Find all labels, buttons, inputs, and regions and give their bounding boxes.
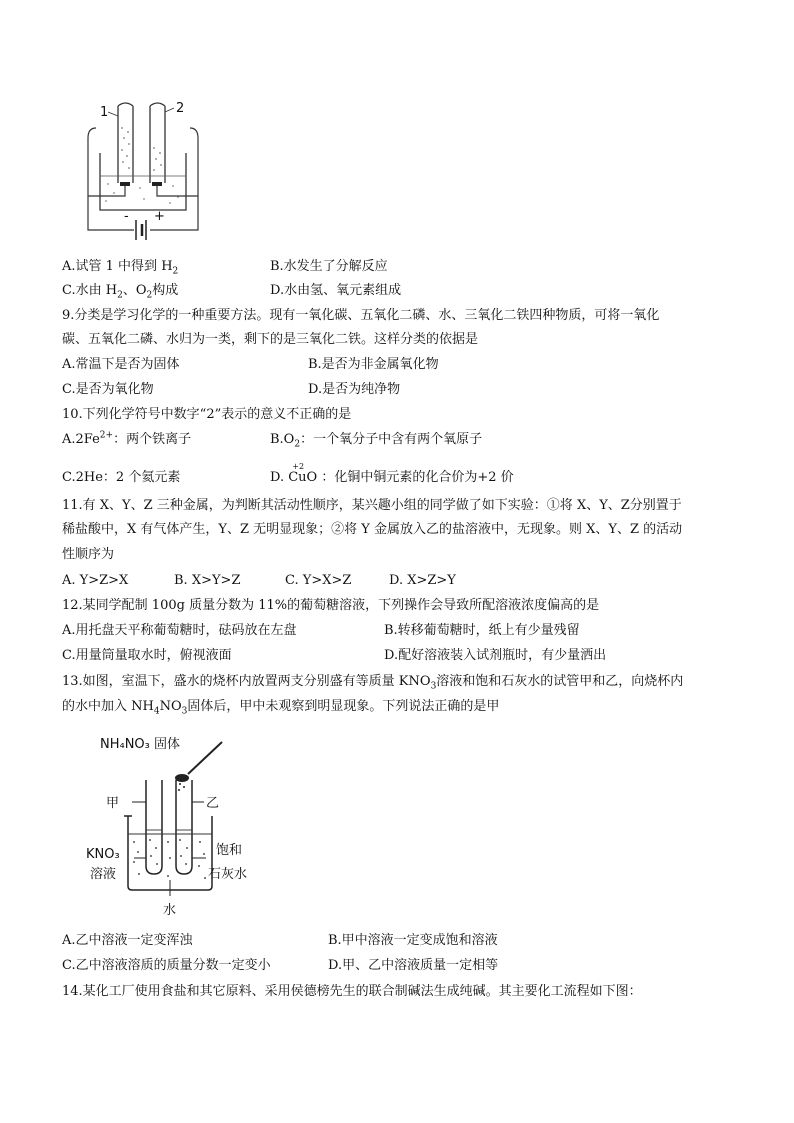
test-tube-jia <box>146 780 162 874</box>
q11-option-b: B. X>Y>Z <box>174 573 241 588</box>
q9-option-a: A.常温下是否为固体 <box>62 357 180 372</box>
label-saturated: 饱和 <box>216 843 243 858</box>
electrolysis-apparatus-figure <box>78 98 208 246</box>
q11-stem-line3: 性顺序为 <box>62 547 115 562</box>
label-solution: 溶液 <box>90 867 117 882</box>
q12-option-d: D.配好溶液装入试剂瓶时，有少量洒出 <box>384 648 607 663</box>
q13-option-c: C.乙中溶液溶质的质量分数一定变小 <box>62 958 271 973</box>
q13-option-a: A.乙中溶液一定变浑浊 <box>62 933 193 948</box>
q10-option-b: $B.O_2$：一个氧分子中含有两个氧原子 <box>270 432 483 450</box>
label-kno3: KNO₃ <box>86 847 120 862</box>
label-tube-2: 2 <box>176 101 185 116</box>
q12-stem: 12.某同学配制 100g 质量分数为 11%的葡萄糖溶液，下列操作会导致所配溶液浓度偏高的是 <box>62 598 600 613</box>
q13-stem-line2: 的水中加入 $NH_4NO_3$固体后，甲中未观察到明显现象。下列说法正确的是甲 <box>62 699 500 717</box>
q12-option-b: B.转移葡萄糖时，纸上有少量残留 <box>384 623 580 638</box>
q11-option-c: C. Y>X>Z <box>285 573 352 588</box>
label-minus: - <box>124 209 129 224</box>
q8-option-c: C.水由 $H_2$、$O_2$构成 <box>62 283 179 301</box>
valence-mark: +2 <box>292 462 305 471</box>
label-limewater: 石灰水 <box>208 867 248 882</box>
q9-stem-line1: 9.分类是学习化学的一种重要方法。现有一氧化碳、五氧化二磷、水、三氧化二铁四种物质，可将一氧化 <box>62 308 660 323</box>
q10-stem: 10.下列化学符号中数字“2”表示的意义不正确的是 <box>62 407 352 422</box>
q9-option-b: B.是否为非金属氧化物 <box>308 357 439 372</box>
beaker-outline <box>128 816 212 890</box>
test-tube-yi <box>176 780 192 874</box>
q11-stem-line2: 稀盐酸中，X 有气体产生，Y、Z 无明显现象；②将 Y 金属放入乙的盐溶液中，无现象。则 X、Y、Z 的活动 <box>62 522 683 537</box>
label-jia: 甲 <box>106 796 120 811</box>
q12-option-a: A.用托盘天平称葡萄糖时，砝码放在左盘 <box>62 623 297 638</box>
q11-option-a: A. Y>Z>X <box>62 573 129 588</box>
q10-option-d: D. +2 CuO ：化铜中铜元素的化合价为+2 价 <box>270 469 514 487</box>
q8-option-b: B.水发生了分解反应 <box>270 259 388 274</box>
q9-option-d: D.是否为纯净物 <box>308 382 401 397</box>
label-water: 水 <box>163 903 177 918</box>
solid-spoon-icon <box>175 774 189 782</box>
q11-option-d: D. X>Z>Y <box>389 573 456 588</box>
test-tube-2 <box>150 103 165 183</box>
beaker <box>100 153 186 210</box>
label-yi: 乙 <box>206 796 220 811</box>
q9-stem-line2: 碳、五氧化二磷、水归为一类，剩下的是三氧化二铁。这样分类的依据是 <box>62 332 479 347</box>
q10-option-a: $A.2Fe^{2+}$：两个铁离子 <box>62 430 192 447</box>
q8-option-a: A.试管 1 中得到 $H_2$ <box>62 259 179 277</box>
q11-stem-line1: 11.有 X、Y、Z 三种金属，为判断其活动性顺序，某兴趣小组的同学做了如下实验：①将 X、Y、Z分别置于 <box>62 498 682 513</box>
q12-option-c: C.用量筒量取水时，俯视液面 <box>62 648 232 663</box>
label-tube-1: 1 <box>100 105 109 120</box>
q13-option-b: B.甲中溶液一定变成饱和溶液 <box>328 933 498 948</box>
q9-option-c: C.是否为氧化物 <box>62 382 154 397</box>
q14-stem: 14.某化工厂使用食盐和其它原料、采用侯德榜先生的联合制碱法生成纯碱。其主要化工流程如下图： <box>62 984 642 999</box>
beaker-test-tube-figure <box>84 728 274 923</box>
q13-option-d: D.甲、乙中溶液质量一定相等 <box>328 958 499 973</box>
label-plus: + <box>154 209 165 224</box>
test-tube-1 <box>118 103 133 183</box>
q8-option-d: D.水由氢、氧元素组成 <box>270 283 402 298</box>
q10-option-c: C.2He：2 个氦元素 <box>62 470 181 485</box>
label-reagent: NH₄NO₃ 固体 <box>100 737 181 752</box>
q13-stem-line1: 13.如图，室温下，盛水的烧杯内放置两支分别盛有等质量 $KNO_3$溶液和饱和石灰水的试管甲和乙，向烧杯内 <box>62 674 684 692</box>
